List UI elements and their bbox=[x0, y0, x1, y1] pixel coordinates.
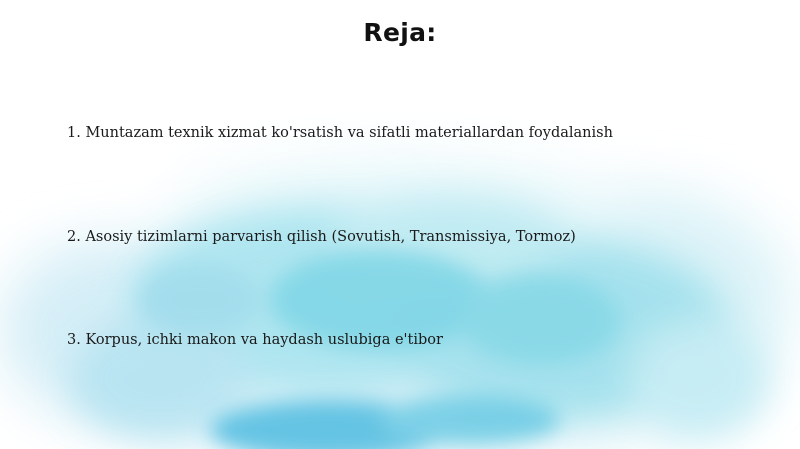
plan-item: 1. Muntazam texnik xizmat ko'rsatish va sifatli materiallardan foydalanish bbox=[67, 125, 613, 141]
slide-title: Reja: bbox=[363, 18, 437, 47]
plan-item: 2. Asosiy tizimlarni parvarish qilish (Sovutish, Transmissiya, Tormoz) bbox=[67, 229, 576, 245]
plan-item: 3. Korpus, ichki makon va haydash uslubiga e'tibor bbox=[67, 332, 443, 348]
